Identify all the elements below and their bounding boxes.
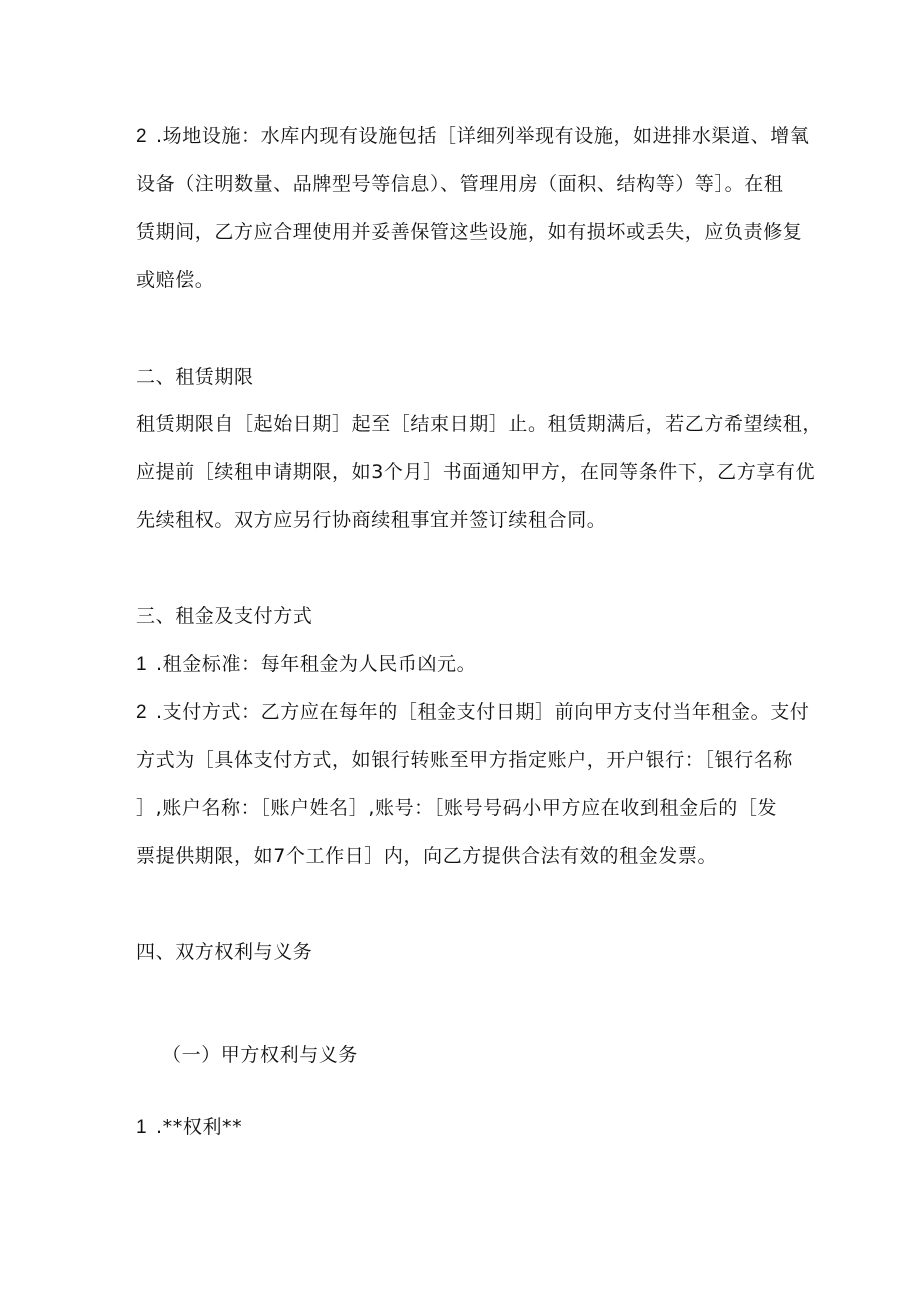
item-number: 2 — [136, 702, 148, 723]
lease-term-line-1: 租赁期限自［起始日期］起至［结束日期］止。租赁期满后，若乙方希望续租， — [136, 413, 823, 435]
payment-clause-line-1: 2 .支付方式：乙方应在每年的［租金支付日期］前向甲方支付当年租金。支付 — [136, 701, 810, 723]
facilities-clause-line-2: 设备（注明数量、品牌型号等信息）、管理用房（面积、结构等）等］。在租 — [136, 173, 784, 195]
payment-clause-line-4: 票提供期限，如7个工作日］内，向乙方提供合法有效的租金发票。 — [136, 845, 718, 867]
section-heading-lease-term: 二、租赁期限 — [136, 366, 254, 388]
facilities-clause-line-3: 赁期间，乙方应合理使用并妥善保管这些设施，如有损坏或丢失，应负责修复 — [136, 221, 803, 243]
facilities-clause-line-4: 或赔偿。 — [136, 269, 215, 291]
item-number: 1 — [136, 654, 148, 675]
item-number: 2 — [136, 126, 148, 147]
section-heading-rent-payment: 三、租金及支付方式 — [136, 605, 313, 627]
facilities-clause-line-1: 2 .场地设施：水库内现有设施包括［详细列举现有设施，如进排水渠道、增氧 — [136, 125, 810, 147]
item-number: 1 — [136, 1117, 148, 1138]
lease-term-line-3: 先续租权。双方应另行协商续租事宜并签订续租合同。 — [136, 509, 607, 531]
lease-term-line-2: 应提前［续租申请期限，如3个月］书面通知甲方，在同等条件下，乙方享有优 — [136, 461, 816, 483]
section-heading-rights-obligations: 四、双方权利与义务 — [136, 941, 313, 963]
subsection-heading-party-a: （一）甲方权利与义务 — [162, 1044, 359, 1066]
rights-item: 1 .**权利** — [136, 1116, 243, 1138]
payment-clause-line-2: 方式为［具体支付方式，如银行转账至甲方指定账户，开户银行：［银行名称 — [136, 749, 793, 771]
payment-clause-line-3: ］,账户名称：［账户姓名］,账号：［账号号码小甲方应在收到租金后的［发 — [136, 797, 778, 819]
rent-standard-clause: 1 .租金标准：每年租金为人民币凶元。 — [136, 653, 477, 675]
